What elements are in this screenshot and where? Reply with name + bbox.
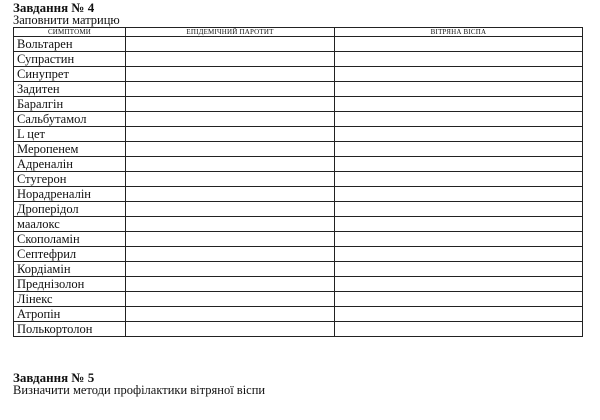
drug-name-cell: Скополамін: [14, 232, 126, 247]
mumps-cell[interactable]: [126, 52, 335, 67]
drug-name-cell: Атропін: [14, 307, 126, 322]
chickenpox-cell[interactable]: [335, 322, 583, 337]
task4-section: [13, 0, 588, 337]
task5-instruction: Визначити методи профілактики вітряної віспи: [13, 383, 266, 397]
chickenpox-cell[interactable]: [335, 172, 583, 187]
table-row: [14, 307, 583, 322]
mumps-cell[interactable]: [126, 322, 335, 337]
task5-title: Завдання № 5: [13, 370, 95, 385]
table-row: [14, 127, 583, 142]
drug-name-cell: Норадреналін: [14, 187, 126, 202]
table-row: [14, 262, 583, 277]
table-row: [14, 82, 583, 97]
header-mumps: ЕПІДЕМІЧНИЙ ПАРОТИТ: [126, 28, 335, 37]
task4-instruction: Заповнити матрицю: [13, 13, 120, 27]
table-row: [14, 277, 583, 292]
table-row: [14, 202, 583, 217]
task5-section: [13, 370, 265, 397]
table-row: [14, 232, 583, 247]
mumps-cell[interactable]: [126, 142, 335, 157]
table-row: [14, 247, 583, 262]
drug-name-cell: Меропенем: [14, 142, 126, 157]
table-row: [14, 37, 583, 52]
table-row: [14, 52, 583, 67]
drug-name-cell: Лінекс: [14, 292, 126, 307]
chickenpox-cell[interactable]: [335, 52, 583, 67]
chickenpox-cell[interactable]: [335, 127, 583, 142]
table-row: [14, 97, 583, 112]
chickenpox-cell[interactable]: [335, 277, 583, 292]
drug-name-cell: Полькортолон: [14, 322, 126, 337]
chickenpox-cell[interactable]: [335, 142, 583, 157]
mumps-cell[interactable]: [126, 307, 335, 322]
mumps-cell[interactable]: [126, 217, 335, 232]
drug-name-cell: Супрастин: [14, 52, 126, 67]
table-row: [14, 187, 583, 202]
drug-name-cell: Стугерон: [14, 172, 126, 187]
mumps-cell[interactable]: [126, 97, 335, 112]
mumps-cell[interactable]: [126, 82, 335, 97]
mumps-cell[interactable]: [126, 292, 335, 307]
drug-name-cell: Синупрет: [14, 67, 126, 82]
matrix-table: [13, 27, 583, 337]
drug-name-cell: Преднізолон: [14, 277, 126, 292]
chickenpox-cell[interactable]: [335, 202, 583, 217]
table-row: [14, 217, 583, 232]
mumps-cell[interactable]: [126, 232, 335, 247]
chickenpox-cell[interactable]: [335, 67, 583, 82]
header-symptoms: СИМПТОМИ: [14, 28, 126, 37]
table-row: [14, 322, 583, 337]
drug-name-cell: Задитен: [14, 82, 126, 97]
mumps-cell[interactable]: [126, 112, 335, 127]
chickenpox-cell[interactable]: [335, 217, 583, 232]
mumps-cell[interactable]: [126, 172, 335, 187]
drug-name-cell: Сальбутамол: [14, 112, 126, 127]
chickenpox-cell[interactable]: [335, 292, 583, 307]
table-row: [14, 112, 583, 127]
mumps-cell[interactable]: [126, 127, 335, 142]
drug-name-cell: Кордіамін: [14, 262, 126, 277]
mumps-cell[interactable]: [126, 187, 335, 202]
mumps-cell[interactable]: [126, 202, 335, 217]
drug-name-cell: маалокс: [14, 217, 126, 232]
drug-name-cell: Вольтарен: [14, 37, 126, 52]
task4-title: Завдання № 4: [13, 0, 95, 15]
chickenpox-cell[interactable]: [335, 247, 583, 262]
chickenpox-cell[interactable]: [335, 232, 583, 247]
drug-name-cell: Септефрил: [14, 247, 126, 262]
table-row: [14, 172, 583, 187]
table-row: [14, 142, 583, 157]
chickenpox-cell[interactable]: [335, 187, 583, 202]
chickenpox-cell[interactable]: [335, 307, 583, 322]
mumps-cell[interactable]: [126, 157, 335, 172]
matrix-header-row: [14, 28, 583, 37]
table-row: [14, 157, 583, 172]
mumps-cell[interactable]: [126, 67, 335, 82]
mumps-cell[interactable]: [126, 277, 335, 292]
mumps-cell[interactable]: [126, 37, 335, 52]
drug-name-cell: Дроперідол: [14, 202, 126, 217]
mumps-cell[interactable]: [126, 247, 335, 262]
chickenpox-cell[interactable]: [335, 37, 583, 52]
drug-name-cell: Адреналін: [14, 157, 126, 172]
table-row: [14, 292, 583, 307]
drug-name-cell: Баралгін: [14, 97, 126, 112]
chickenpox-cell[interactable]: [335, 82, 583, 97]
chickenpox-cell[interactable]: [335, 97, 583, 112]
chickenpox-cell[interactable]: [335, 157, 583, 172]
chickenpox-cell[interactable]: [335, 262, 583, 277]
mumps-cell[interactable]: [126, 262, 335, 277]
chickenpox-cell[interactable]: [335, 112, 583, 127]
header-chickenpox: ВІТРЯНА ВІСПА: [335, 28, 583, 37]
table-row: [14, 67, 583, 82]
drug-name-cell: L цет: [14, 127, 126, 142]
